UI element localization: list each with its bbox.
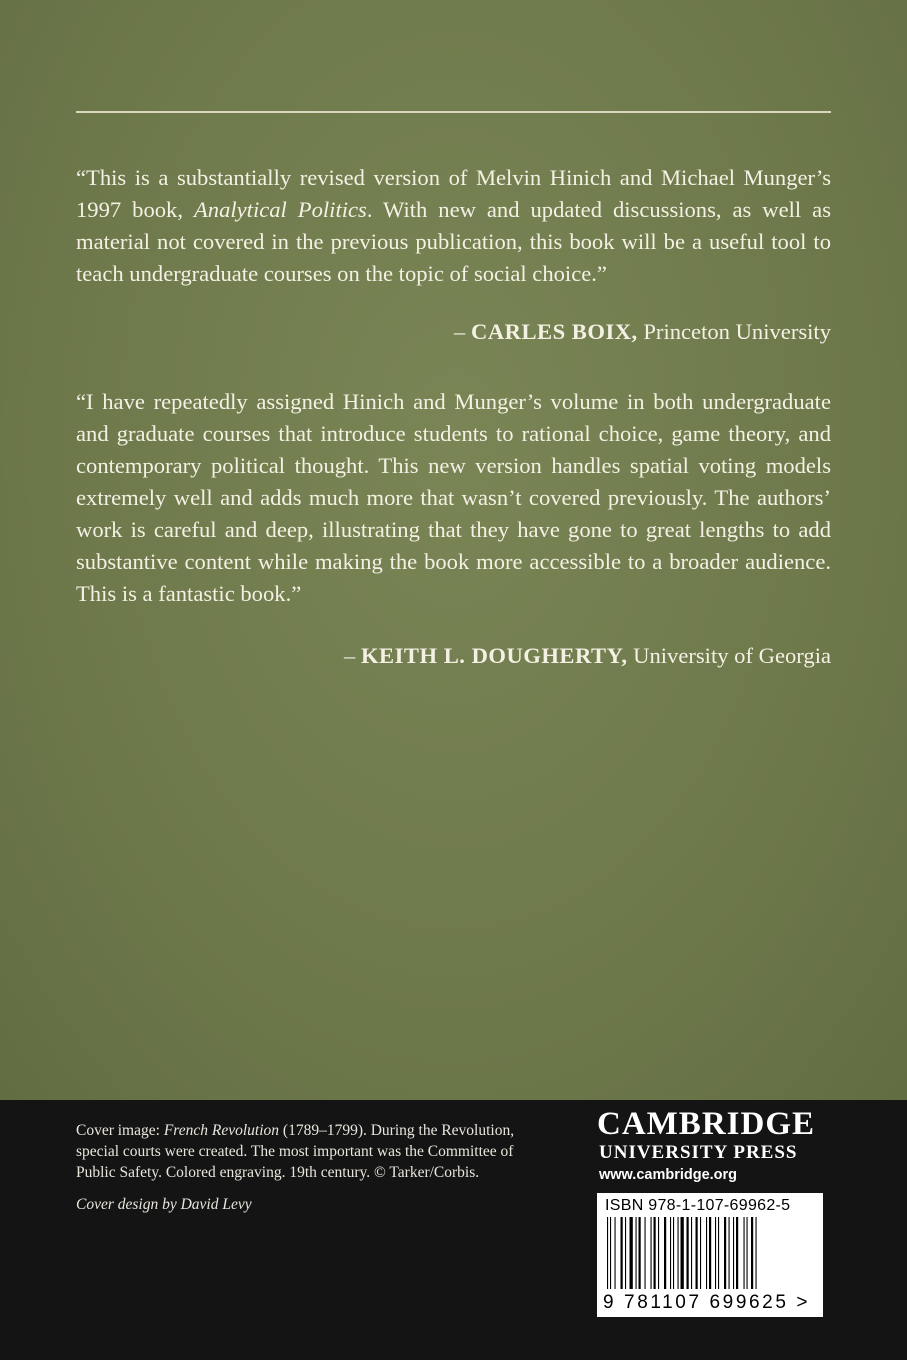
isbn-text: ISBN 978-1-107-69962-5 (605, 1197, 791, 1214)
quote-text: . With new and updated discussions, as well as material not covered in the previous publication, this book will be a useful tool to teach undergraduate courses on the topic of social choice.” (76, 197, 831, 286)
review-quote-2 (76, 386, 831, 610)
publisher-logo-subtitle: UNIVERSITY PRESS (599, 1142, 798, 1163)
publisher-url: www.cambridge.org (599, 1167, 738, 1183)
barcode-bar (744, 1217, 745, 1289)
barcode-bar (636, 1217, 637, 1289)
book-title: Analytical Politics (193, 197, 367, 222)
barcode-bar (615, 1217, 616, 1289)
credit-prefix: Cover image: (76, 1122, 164, 1139)
barcode-bar (639, 1217, 641, 1289)
barcode-bar (610, 1217, 611, 1289)
barcode-bar (678, 1217, 679, 1289)
barcode-bar (715, 1217, 716, 1289)
barcode-bar (733, 1217, 734, 1289)
barcode-bar (645, 1217, 646, 1289)
reviewer-affiliation: Princeton University (637, 319, 831, 344)
reviewer-name: CARLES BOIX, (471, 319, 638, 344)
barcode-bar (630, 1217, 633, 1289)
quote-attribution-1 (454, 316, 831, 348)
barcode-bar (736, 1217, 738, 1289)
barcode-bar (709, 1217, 711, 1289)
barcode-bar (625, 1217, 626, 1289)
review-quote-1 (76, 162, 831, 290)
artwork-title: French Revolution (163, 1122, 280, 1139)
barcode-bar (706, 1217, 707, 1289)
cover-design-credit: Cover design by David Levy (76, 1196, 252, 1213)
barcode-bar (658, 1217, 659, 1289)
attribution-dash: – (454, 319, 471, 344)
credit-text: (1789–1799). During the Revolution, special courts were created. The most important was the Committee of Public Safety. Colored engraving. 19th century. © Tarker/Corbis. (76, 1122, 515, 1181)
ean-digits: 9 781107 699625 > (603, 1292, 811, 1313)
publisher-logo-name: CAMBRIDGE (597, 1106, 816, 1142)
barcode-bar (724, 1217, 726, 1289)
barcode-bar (687, 1217, 689, 1289)
barcode-bar (691, 1217, 692, 1289)
top-divider (76, 111, 831, 113)
barcode-bar (654, 1217, 656, 1289)
reviewer-affiliation: University of Georgia (627, 643, 831, 668)
barcode-bar (756, 1217, 757, 1289)
barcode-bar (751, 1217, 753, 1289)
attribution-dash: – (344, 643, 361, 668)
barcode-bar (607, 1217, 608, 1289)
quote-text: “This is a substantially revised version of Melvin Hinich and Michael Munger’s 1997 book, (76, 165, 831, 222)
barcode-bars (605, 1217, 815, 1291)
barcode-bar (670, 1217, 671, 1289)
barcode-bar (681, 1217, 684, 1289)
quote-text: “I have repeatedly assigned Hinich and Munger’s volume in both undergraduate and graduate courses that introduce students to rational choice, game theory, and contemporary political thought. This new version handles spatial voting models extremely well and adds much more that wasn’t covered previously. The authors’ work is careful and deep, illustrating that they have gone to great lengths to add substantive content while making the book more accessible to a broader audience. This is a fantastic book.” (76, 389, 831, 606)
barcode-bar (651, 1217, 652, 1289)
barcode-bar (696, 1217, 698, 1289)
barcode-bar (729, 1217, 730, 1289)
reviewer-name: KEITH L. DOUGHERTY, (360, 643, 628, 668)
isbn-barcode (597, 1193, 823, 1317)
barcode-bar (664, 1217, 666, 1289)
barcode-bar (673, 1217, 674, 1289)
quote-attribution-2 (344, 640, 831, 672)
cover-image-credit (76, 1120, 556, 1183)
barcode-bar (718, 1217, 719, 1289)
barcode-bar (700, 1217, 701, 1289)
barcode-bar (621, 1217, 623, 1289)
barcode-bar (747, 1217, 748, 1289)
